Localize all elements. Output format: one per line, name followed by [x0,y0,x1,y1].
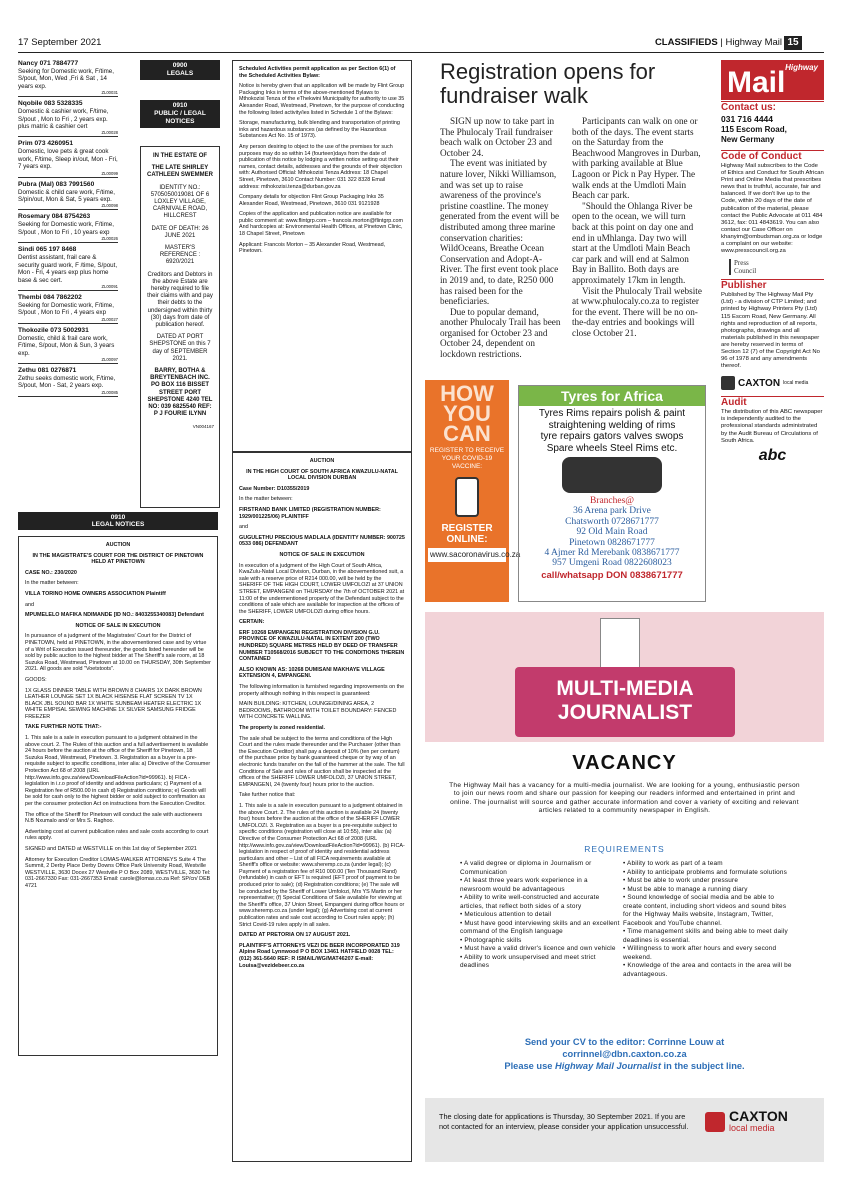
classified-entry [18,246,118,291]
notice-paragraph: CERTAIN: [239,619,265,626]
classified-text: Seeking for Domestic work, F/time, S/pout , Mon to Fri , 10 years exp [18,221,114,236]
requirement-item: • Must be able to manage a running diary [623,885,748,893]
notice-paragraph: MAIN BUILDING: KITCHEN, LOUNGE/DINING AREA, 2 BEDROOMS, BATHROOM WITH TOILET BOUNDARY: FENCED WITH CONCRETE WALLING. [239,701,397,721]
estate-ref: VN004167 [192,423,214,429]
notice-paragraph: DATED AT PRETORIA ON 17 AUGUST 2021. [239,932,351,939]
classified-entry [18,294,118,324]
article-headline: Registration opens for fundraiser walk [440,59,656,108]
estate-line: DATE OF DEATH: 26 JUNE 2021 [151,225,209,239]
article-column-2 [572,116,702,376]
classified-text: Seeking for Domestic work, F/time, S/pout , Mon to Fri , 4 years exp [18,301,114,317]
notice-paragraph: The sale shall be subject to the terms and conditions of the High Court and the rules made thereunder and the Purchaser (other than the Execution Creditor) shall pay a deposit of 10% (ten per centum) of the purchase price by bank guaranteed cheque or by way of an electronic funds transfer on the fall of the hammer at the sale. The full Conditions of Sale and rules of auction shall be inspected at the offices of the SHERIFF LOWER UMFOLOZI, 37 UNION STREET, EMPANGENI, 24 (twenty four) hours prior to the auction. [239,735,405,788]
requirement-item: • Ability to write well-constructed and accurate articles, that reflect both sides of a story [460,894,600,910]
notice-paragraph: 1. This sale is a sale in execution pursuant to a judgment obtained in the above Court. 2. The rules of this auction is available 24 (twenty four) hours before the auction at the office of the SHERIFF LOWER UMFOLOZI. 3. Registration as a buyer is a pre-requisite subject to specific conditions (registration will close at 10:55), inter alia: (a) Directive of the Consumer Protection Act 68 of 2008 (URL http://www.info.gov.za/view/DownloadFileAction?id=99961). (b) FICA-legislation in respect of proof of identity and residential address particulars and other – List of all FICA requirements available at Sheriff's office or website: www.sheremp.co.za (under legal); (c) Payment of a registration fee of R10 000.00 (Ten Thousand Rand) (refundable) in cash or EFT is required (EFT proof of payment to be produced prior to sale); (d) Registration conditions; (e) The sale will be conducted by the Sheriff of Lower Umfolozi, Mrs YS Martin or her representative; (f) Special Conditions of Sale available for viewing at the Sheriff's office, 37 Union Street, Empangeni during office hours or www.sheremp.co.za (under legal); (g) Advertising cost at current publication rates and sale cost according to Court rules apply; (h) Strict Covid-19 rules apply in all sales. [239,802,405,928]
notice-paragraph: Advertising cost at current publication rates and sale costs according to court rules apply. [25,828,209,842]
requirements-left [460,860,620,971]
notice-paragraph: NOTICE OF SALE IN EXECUTION [75,622,161,629]
requirement-item: • Knowledge of the area and contacts in the area will be advantageous. [623,962,792,978]
requirement-item: • Photographic skills [460,936,522,944]
page-number: 15 [784,36,802,50]
requirements-right [623,860,793,979]
requirement-item: • Must be able to work under pressure [623,877,739,884]
classified-name: Prim 073 4260951 [18,140,73,148]
notice-paragraph: AUCTION [309,458,335,464]
legals-bar: 0900 LEGALS [140,60,220,80]
notice-paragraph: Case Number: D10355/2019 [239,485,310,492]
vacancy-heading: VACANCY [572,752,677,774]
article-paragraph: Participants can walk on one or both of the days. The event starts on the Saturday from the Beachwood Mangroves in Durban, with parking available at Blue Lagoon or Pick n Pay Hyper. The walk ends at the Umdloti Main Beach car park. [572,116,701,201]
classified-name: Nancy 071 7884777 [18,60,79,67]
notice-paragraph: IN THE HIGH COURT OF SOUTH AFRICA KWAZULU-NATAL LOCAL DIVISION DURBAN [246,468,398,482]
notice-paragraph: 1. This sale is a sale in execution pursuant to a judgment obtained in the above court. 2. The Rules of this auction and a full advertisement is available 24 hours before the auction at the office of the Sheriff for Pinetown, 18 Suzuka Road, Westmead, Pinetown. 3. Registration as a buyer is a pre-requisite subject to specific conditions, inter alia: a) Directive of the Consumer Protection Act 68 of 2008 (URL http://www.info.gov.za/view/DownloadFileAction?id=99961). b) FICA - legislation in i.r.o proof of identity and address particulars; c) Payment of a Registration fee of R500.00 in cash d) Registration conditions; e) Goods will be sold for cash only to the highest bidder or sold subject to confirmation as per the consumer protection Act on instructions from the Execution Creditor. [25,735,211,807]
requirement-item: • Time management skills and being able to meet daily deadlines is essential. [623,928,788,944]
notice-paragraph: Copies of the application and publication notice are available for public comment at: www.flintgrp.com – francois.morton@flintgrp.com And hardcopies at: Environmental Health Offices, at Pinetown Clinic, 18 Chapel Street, Pinetown [239,211,403,238]
issue-date: 17 September 2021 [18,37,102,48]
classified-text: Domestic, child & frail care work, F/time, S/pout, Mon & Sun, 3 years exp. [18,334,115,357]
header-rule [18,52,824,53]
masthead-logo: Highway Mail [721,60,824,100]
estate-line: IN THE ESTATE OF [152,153,208,159]
caxton-icon [705,1112,725,1132]
notice-paragraph: 1X GLASS DINNER TABLE WITH BROWN 8 CHAIRS 1X DARK BROWN LEATHER LOUNGE SET 1X BLACK HISENSE FLAT SCREEN TV 1X BLACK JBL SOUND BAR 1X WHITE SUNBEAM HEATER ELECTRIC 1X WHITE EMPISAL SEWING MACHINE 1X SILVER SAMSUNG FRIDGE FREEZER [25,687,202,720]
notice-paragraph: Company details for objection Flint Group Packaging Inks 35 Alexander Road, Westmead, Pinetown, 3610 031 9121928 [239,194,384,207]
tyres-for-africa-ad: Tyres for Africa Tyres Rims repairs polish & paint straightening welding of rims tyre repairs gators valves swops Spare wheels Steel Rims etc. Branches@ 36 Arena park Drive Chatsworth 0728671777 92 Old Main Road Pinetown 0828671777 4 Ajmer Rd Merebank 0838671777 957 Umgeni Road 0822608023 call/whatsapp DON 0838671777 [518,385,706,602]
estate-line: Creditors and Debtors in the above Estate are hereby required to file their claims with and pay their debts to the undersigned within thirty (30) days from date of publication hereof. [147,271,213,329]
classified-ref: ZL00099 [18,171,118,178]
notice-paragraph: MPUMELELO MAFIKA NDIMANDE [ID NO.: 8403255340083] Defendant [25,612,204,619]
classified-text: Domestic & child care work, F/time, S/pin/out, Mon & Sat, 5 years exp. [18,188,115,204]
classified-entry [18,181,118,211]
auction-notice-pinetown [18,536,218,1056]
notice-paragraph: CASE NO.: 230/2020 [25,569,77,576]
estate-line: DATED AT PORT SHEPSTONE on this 7 day of SEPTEMBER 2021. [149,334,211,362]
notice-paragraph: SIGNED and DATED at WESTVILLE on this 1st day of September 2021 [25,845,197,852]
classified-name: Nqobile 083 5328335 [18,100,83,108]
requirement-item: • At least three years work experience in a newsroom would be advantageous [460,877,588,893]
estate-line: THE LATE SHIRLEY CATHLEEN SWEMMER [147,165,213,179]
closing-bar: The closing date for applications is Thursday, 30 September 2021. If you are not contacted for an interview, please consider your application unsuccessful. CAXTON local media [425,1098,824,1162]
requirement-item: • Sound knowledge of social media and be able to create content, including short videos and sound bites for the Highway Mails website, Instagram, Twitter, Facebook and YouTube channel. [623,894,787,927]
requirement-item: • Must have a valid driver's licence and own vehicle [460,945,616,952]
classified-ref: ZL00028 [18,130,118,137]
classified-name: Zethu 081 0276871 [18,366,77,374]
notice-paragraph: Take further notice that: [239,792,296,799]
notice-paragraph: AUCTION [105,542,131,548]
notice-paragraph: Storage, manufacturing, bulk blending and transportation of printing inks and hazardous substances (as defined by the Hazardous Substances Act No. 15 of 1973). [239,120,400,140]
classified-ref: ZL00097 [18,357,118,364]
classified-name: Rosemary 084 8754263 [18,213,91,221]
phone-icon [455,477,479,517]
article-paragraph: Visit the Phulocaly Trail website at www.phulocaly.co.za to register for the event. There will be no on-the-day entries and bookings will close October 21. [572,285,702,338]
caxton-logo: CAXTON local media [721,376,824,390]
vacancy-ad [425,612,824,1162]
notice-paragraph: Applicant: Francois Morton – 35 Alexander Road, Westmead, Pinetown. [239,241,386,255]
notice-paragraph: IN THE MAGISTRATE'S COURT FOR THE DISTRICT OF PINETOWN HELD AT PINETOWN [32,552,204,566]
notice-paragraph: TAKE FURTHER NOTE THAT:- [25,724,102,731]
classified-ref: ZL00027 [18,317,118,324]
tyres-icon [562,457,662,493]
classified-text: Seeking for Domestic work, F/time, S/pout, Mon, Wed ,Fri & Sat , 14 years exp. [18,68,114,90]
requirement-item: • A valid degree or diploma in Journalism or Communication [460,860,592,876]
requirement-item: • Meticulous attention to detail [460,911,552,918]
classified-name: Thembi 084 7862202 [18,293,82,301]
classified-entry [18,140,118,177]
requirements-heading: REQUIREMENTS [584,844,665,854]
classified-name: Thokozile 073 5002931 [18,326,89,334]
notice-paragraph: The following information is furnished regarding improvements on the property although nothing in this respect is guaranteed: [239,684,405,697]
vacancy-banner: MULTI-MEDIA JOURNALIST [425,612,824,742]
send-cv: Send your CV to the editor: Corrinne Louw at corrinnel@dbn.caxton.co.za Please use Highway Mail Journalist in the subject line. [504,1037,745,1071]
classified-text: Domestic, love pets & great cook work, F/time, Sleep in/out, Mon - Fri, 7 years exp. [18,148,118,171]
estate-line: BARRY, BOTHA & BREYTENBACH INC. PO BOX 116 BISSET STREET PORT SHEPSTONE 4240 TEL NO: 039 6825540 REF: P J FOURIE ILYNN [147,368,213,418]
article-paragraph: The event was initiated by nature lover, Nikki Williamson, and was set up to raise awareness of the province's pristine coastline. The money generated from the event will be distributed among three marine conservation charities: WildOceans, Breathe Ocean Conservation and Adopt-A-River. The first event took place in 2019 and, to date, R250 000 has raised been for the beneficiaries. [440,158,560,307]
notice-paragraph: and [239,524,248,531]
notice-paragraph: ALSO KNOWN AS: 10268 DUMISANI MAKHAYE VILLAGE EXTENSION 4, EMPANGENI. [239,666,385,680]
notice-paragraph: In execution of a judgment of the High Court of South Africa, KwaZulu-Natal Local Division, Durban, in the abovementioned suit, a sale with a reserve price of R214 000.00, will be held by the SHERIFF OF THE HIGH COURT, LOWER UMFOLOZI at 37 UNION STREET, EMPANGENI on THURSDAY the 7th of OCTOBER 2021 at 11:00 of the undermentioned property of the Defendant subject to the conditions of sale which are available for inspection at the offices of the SHERIFF, LOWER UMFOLOZI during office hours. [239,562,405,615]
requirement-item: • Ability to anticipate problems and formulate solutions [623,868,788,876]
notice-paragraph: Scheduled Activities permit application as per Section 6(1) of the Scheduled Activities Bylaw: [239,66,396,79]
notice-paragraph: Attorney for Execution Creditor LOMAS-WALKER ATTORNEYS Suite 4 The Summit, 2 Derby Place Derby Downs Office Park University Road, Westville WESTVILLE, 3630 Docex 27 Westville P O Box 2089, WESTVILLE, 3630 Tel: 031-2667330 Fax: 031-2667353 Email: carole@lomas.co.za Ref: SP/cn/ DEB 4721 [25,856,211,889]
article-paragraph: SIGN up now to take part in The Phulocaly Trail fundraiser beach walk on October 23 and October 24. [440,116,555,158]
sidebar-info: Contact us: 031 716 4444 115 Escom Road, New Germany Code of Conduct Highway Mail subscribes to the Code of Ethics and Conduct for South African Print and Online Media that prescribes news that is truthful, accurate, fair and balanced. If we don't live up to the Code, within 20 days of the date of publication of the material, please contact the Public Advocate at 011 484 3612, fax: 011 4843619. You can also contact our Case Officer on khanyim@ombudsman.org.za or lodge a complaint on our website: www.presscouncil.org.za Press Council Publisher Published by The Highway Mail Pty (Ltd) - a division of CTP Limited; and printed by Highway Printers Pty (Ltd) 115 Escom Road, New Germany. All rights and reproduction of all reports, photographs, drawings and all materials published in this newspaper are hereby reserved in terms of Section 12 (7) of the Copyright Act No 96 of 1978 and any amendments thereof. CAXTON local media Audit The distribution of this ABC newspaper is independently audited to the professional standards administrated by the Audit Bureau of Circulations of South Africa. abc [721,102,824,464]
notice-paragraph: ERF 10268 EMPANGENI REGISTRATION DIVISION G.U. PROVINCE OF KWAZULU-NATAL IN EXTENT 200 (TWO HUNDRED) SQUARE METRES HELD BY DEED OF TRANSFER NUMBER T10568/2016 SUBJECT TO THE CONDITIONS THEREIN CONTAINED [239,629,405,663]
notice-paragraph: and [25,601,34,608]
requirement-item: • Ability to work as part of a team [623,860,723,867]
notice-paragraph: In pursuance of a judgment of the Magistrates' Court for the District of PINETOWN, held at PINETOWN, in the abovementioned case and by virtue of a Writ of Execution issued thereunder, the goods listed hereunder will be sold by public auction to the highest bidder at The Sheriff's sale room, at 18 Suzuka Road, Westmead, Pinetown at 10.00 on THURSDAY, 30th September 2021. All goods are sold "Voetstoots". [25,633,211,673]
caxton-icon [721,376,735,390]
covid-vaccine-ad: HOW YOU CAN REGISTER TO RECEIVE YOUR COVID-19 VACCINE: REGISTER ONLINE: www.sacoronavirus.co.za [425,380,509,602]
vacancy-intro: The Highway Mail has a vacancy for a multi-media journalist. We are looking for a young, enthusiastic person to join our news room and share our passion for keeping our readers informed and entertained in print and online. The journalist will source and gather accurate information and cover a variety of exciting and relevant articles related to a community newspaper in English. [449,782,800,815]
classified-text: Dentist assistant, frail care & security guard work, F /time, S/pout, Mon - Fri, 4 years exp plus home base & sec cert. [18,254,118,284]
classified-text: Zethu seeks domestic work, F/time, S/pout, Mon - Sat, 2 years exp. [18,374,116,390]
estate-notice [140,146,220,508]
notice-paragraph: In the matter between: [239,496,293,503]
classified-ref: ZL00085 [18,390,118,397]
requirement-item: • Willingness to work after hours and every second weekend. [623,945,777,961]
classified-text: Domestic & cashier work, F/time, S/pout , Mon to Fri , 2 years exp. plus matric & cashier cert [18,108,109,131]
classified-entry [18,60,118,97]
classified-entry [18,213,118,243]
public-legal-notices-bar: 0910 PUBLIC / LEGAL NOTICES [140,100,220,128]
classified-name: Pubra (Mal) 083 7991560 [18,180,95,188]
caxton-local-media-logo: CAXTON local media [705,1110,788,1134]
estate-line: IDENTITY NO.: 5705050019081 OF 6 LOXLEY VILLAGE, CARNIVALE ROAD, HILLCREST [150,184,210,220]
scheduled-activities-notice [232,60,412,452]
classified-ref: ZL00098 [18,203,118,210]
section-label: CLASSIFIEDS | Highway Mail [654,37,782,48]
notice-paragraph: VILLA TORINO HOME OWNERS ASSOCIATION Plaintiff [25,590,166,597]
requirement-item: • Ability to work unsupervised and meet strict deadlines [460,953,596,969]
classified-entry [18,100,118,137]
notice-paragraph: GOODS: [25,676,47,683]
abc-logo: abc [758,446,787,464]
press-council-logo: Press Council [729,259,824,275]
requirement-item: • Must have good interviewing skills and an excellent command of the English language [460,919,620,935]
notice-paragraph: FIRSTRAND BANK LIMITED (REGISTRATION NUMBER: 1929/001225/06) PLAINTIFF [239,506,381,520]
classified-ref: ZL00026 [18,236,118,243]
auction-notice-empangeni [232,452,412,1162]
article-column-1 [440,116,562,376]
article-paragraph: "Should the Ohlanga River be open to the ocean, we will turn back at this point on day one and end in uMhlanga. Day two will start at the Umdloti Main Beach car park and will end at Salmon Bay in Ballito. Both days are approximately 17km in length. [572,200,694,285]
classified-entry [18,327,118,364]
notice-paragraph: Notice is hereby given that an application will be made by Flint Group Packaging Inks in terms of the above-mentioned Bylaws to Mthokozisi Tenza of the eThekwini Municipality for authority to use 35 Alexander Road, Westmead, Pinetown, for the purpose of conducting the following listed activity/ies listed in Schedule 1 of the Bylaws: [239,83,405,116]
legal-notices-bar: 0910 LEGAL NOTICES [18,512,218,530]
notice-paragraph: The office of the Sheriff for Pinetown will conduct the sale with auctioneers N.B Nxumalo and/ or Mrs S. Raghoo. [25,811,203,825]
notice-paragraph: Any person desiring to object to the use of the premises for such purposes may do so within 14 (fourteen)days from the date of publication of this notice by lodging a written notice setting out their names, contact details, addresses and the grounds of their objection with: Authorised Official: Mthokozisi Tenza Address: 18 Chapel Street, Pinetown, 3610 Contact Number: 031 322 8328 Email address: mthokozisi.tenza@durban.gov.za [239,143,403,190]
classified-ref: ZL00091 [18,284,118,291]
notice-paragraph: In the matter between: [25,580,79,587]
notice-paragraph: NOTICE OF SALE IN EXECUTION [279,551,365,558]
article-paragraph: Due to popular demand, another Phulocaly Trail has been organised for October 23 and October 24, dependent on lockdown restrictions. [440,306,561,360]
classifieds-column [18,60,120,505]
classified-entry [18,367,118,397]
classified-ref: ZL00031 [18,90,118,97]
classified-name: Sindi 065 197 8468 [18,246,77,254]
notice-paragraph: PLAINTIFF'S ATTORNEYS VEZI DE BEER INCORPORATED 319 Alpine Road Lynnwood P O BOX 13461 HATFIELD 0028 TEL: (012) 361-5640 REF: R ISMAIL/WG/MAT46207 E-mail: Louisa@vezidebeer.co.za [239,942,400,969]
estate-line: MASTER'S REFERENCE : 6920/2021 [159,245,201,266]
notice-paragraph: The property is zoned residential. [239,725,325,731]
notice-paragraph: GUGULETHU PRECIOUS MADLALA (IDENTITY NUMBER: 900725 0533 086) DEFENDANT [239,534,405,548]
